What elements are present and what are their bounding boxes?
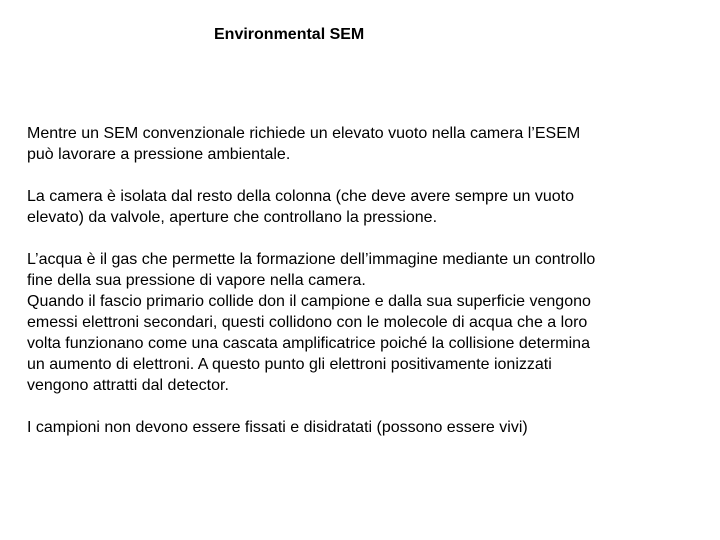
text-line: vengono attratti dal detector.	[27, 377, 229, 394]
text-line: Mentre un SEM convenzionale richiede un elevato vuoto nella camera l’ESEM	[27, 125, 581, 142]
text-line: emessi elettroni secondari, questi collidono con le molecole di acqua che a loro	[27, 314, 588, 331]
paragraph-beam-collision	[27, 291, 707, 396]
text-line: L’acqua è il gas che permette la formazione dell’immagine mediante un controllo	[27, 251, 596, 268]
text-line: fine della sua pressione di vapore nella camera.	[27, 272, 366, 289]
text-line: La camera è isolata dal resto della colonna (che deve avere sempre un vuoto	[27, 188, 574, 205]
text-line: può lavorare a pressione ambientale.	[27, 146, 291, 163]
paragraph-samples	[27, 417, 707, 438]
slide-title: Environmental SEM	[214, 26, 365, 43]
paragraph-camera	[27, 186, 707, 228]
text-line: volta funzionano come una cascata amplificatrice poiché la collisione determina	[27, 335, 590, 352]
paragraph-esem-intro	[27, 123, 707, 165]
text-line: elevato) da valvole, aperture che controllano la pressione.	[27, 209, 438, 226]
text-line: un aumento di elettroni. A questo punto gli elettroni positivamente ionizzati	[27, 356, 552, 373]
text-line: I campioni non devono essere fissati e disidratati (possono essere vivi)	[27, 419, 528, 436]
slide-body	[27, 123, 707, 459]
paragraph-water	[27, 249, 707, 291]
text-line: Quando il fascio primario collide don il campione e dalla sua superficie vengono	[27, 293, 591, 310]
